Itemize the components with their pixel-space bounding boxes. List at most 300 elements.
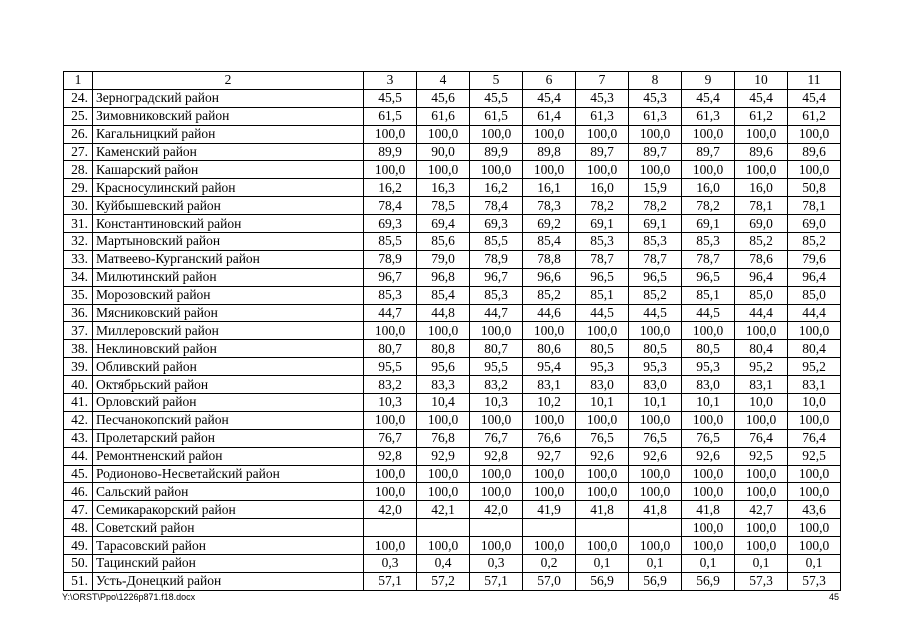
value-cell: 45,4 bbox=[735, 89, 788, 107]
table-row bbox=[64, 179, 841, 197]
value-cell: 100,0 bbox=[682, 483, 735, 501]
value-cell: 100,0 bbox=[523, 483, 576, 501]
table-row bbox=[64, 429, 841, 447]
value-cell: 89,9 bbox=[470, 143, 523, 161]
value-cell: 85,3 bbox=[682, 233, 735, 251]
value-cell: 85,2 bbox=[788, 233, 841, 251]
district-name-cell: Матвеево-Курганский район bbox=[93, 250, 364, 268]
row-number-cell: 40. bbox=[64, 376, 93, 394]
table-row bbox=[64, 215, 841, 233]
value-cell: 100,0 bbox=[735, 322, 788, 340]
header-cell: 1 bbox=[64, 72, 93, 90]
value-cell: 0,3 bbox=[364, 555, 417, 573]
value-cell: 85,6 bbox=[417, 233, 470, 251]
value-cell: 100,0 bbox=[576, 322, 629, 340]
table-row bbox=[64, 411, 841, 429]
value-cell: 78,1 bbox=[788, 197, 841, 215]
row-number-cell: 45. bbox=[64, 465, 93, 483]
value-cell: 44,7 bbox=[364, 304, 417, 322]
value-cell: 43,6 bbox=[788, 501, 841, 519]
district-name-cell: Куйбышевский район bbox=[93, 197, 364, 215]
value-cell: 100,0 bbox=[470, 125, 523, 143]
value-cell bbox=[470, 519, 523, 537]
value-cell: 61,2 bbox=[788, 107, 841, 125]
value-cell: 80,4 bbox=[735, 340, 788, 358]
value-cell: 95,2 bbox=[788, 358, 841, 376]
value-cell: 80,5 bbox=[682, 340, 735, 358]
value-cell: 10,0 bbox=[735, 394, 788, 412]
value-cell: 79,0 bbox=[417, 250, 470, 268]
value-cell: 78,2 bbox=[629, 197, 682, 215]
value-cell: 16,2 bbox=[364, 179, 417, 197]
row-number-cell: 36. bbox=[64, 304, 93, 322]
value-cell: 100,0 bbox=[682, 519, 735, 537]
header-cell: 3 bbox=[364, 72, 417, 90]
value-cell: 57,3 bbox=[735, 572, 788, 590]
table-row bbox=[64, 143, 841, 161]
row-number-cell: 51. bbox=[64, 572, 93, 590]
value-cell: 83,1 bbox=[735, 376, 788, 394]
value-cell: 45,4 bbox=[682, 89, 735, 107]
table-header-row bbox=[64, 72, 841, 90]
value-cell: 92,8 bbox=[364, 447, 417, 465]
table-row bbox=[64, 286, 841, 304]
value-cell: 42,0 bbox=[364, 501, 417, 519]
value-cell: 100,0 bbox=[576, 483, 629, 501]
value-cell: 95,3 bbox=[629, 358, 682, 376]
value-cell: 100,0 bbox=[788, 465, 841, 483]
value-cell: 45,3 bbox=[629, 89, 682, 107]
value-cell: 76,4 bbox=[788, 429, 841, 447]
value-cell: 42,1 bbox=[417, 501, 470, 519]
value-cell: 0,1 bbox=[576, 555, 629, 573]
value-cell: 10,3 bbox=[364, 394, 417, 412]
district-name-cell: Обливский район bbox=[93, 358, 364, 376]
value-cell: 45,5 bbox=[364, 89, 417, 107]
value-cell: 95,3 bbox=[682, 358, 735, 376]
value-cell: 100,0 bbox=[788, 125, 841, 143]
value-cell: 61,4 bbox=[523, 107, 576, 125]
value-cell: 100,0 bbox=[682, 411, 735, 429]
value-cell: 61,3 bbox=[682, 107, 735, 125]
row-number-cell: 49. bbox=[64, 537, 93, 555]
value-cell: 96,5 bbox=[576, 268, 629, 286]
value-cell: 10,3 bbox=[470, 394, 523, 412]
value-cell: 57,1 bbox=[470, 572, 523, 590]
value-cell bbox=[364, 519, 417, 537]
value-cell: 78,7 bbox=[576, 250, 629, 268]
value-cell: 76,5 bbox=[682, 429, 735, 447]
value-cell bbox=[629, 519, 682, 537]
table-row bbox=[64, 555, 841, 573]
value-cell: 78,7 bbox=[629, 250, 682, 268]
value-cell: 76,4 bbox=[735, 429, 788, 447]
district-name-cell: Каменский район bbox=[93, 143, 364, 161]
value-cell: 100,0 bbox=[788, 483, 841, 501]
value-cell: 78,1 bbox=[735, 197, 788, 215]
value-cell: 69,3 bbox=[470, 215, 523, 233]
table-row bbox=[64, 537, 841, 555]
value-cell: 41,8 bbox=[576, 501, 629, 519]
header-cell: 4 bbox=[417, 72, 470, 90]
value-cell: 85,2 bbox=[629, 286, 682, 304]
value-cell: 100,0 bbox=[629, 161, 682, 179]
value-cell bbox=[523, 519, 576, 537]
value-cell: 96,7 bbox=[470, 268, 523, 286]
value-cell: 85,0 bbox=[735, 286, 788, 304]
row-number-cell: 34. bbox=[64, 268, 93, 286]
table-row bbox=[64, 465, 841, 483]
value-cell: 85,3 bbox=[470, 286, 523, 304]
value-cell: 78,4 bbox=[470, 197, 523, 215]
table-row bbox=[64, 161, 841, 179]
value-cell: 78,5 bbox=[417, 197, 470, 215]
value-cell: 100,0 bbox=[417, 411, 470, 429]
value-cell: 100,0 bbox=[417, 322, 470, 340]
value-cell: 42,0 bbox=[470, 501, 523, 519]
district-name-cell: Родионово-Несветайский район bbox=[93, 465, 364, 483]
value-cell: 83,1 bbox=[788, 376, 841, 394]
district-name-cell: Мартыновский район bbox=[93, 233, 364, 251]
table-row bbox=[64, 322, 841, 340]
value-cell: 78,9 bbox=[470, 250, 523, 268]
value-cell: 44,5 bbox=[629, 304, 682, 322]
page-number: 45 bbox=[829, 592, 840, 602]
table-row bbox=[64, 304, 841, 322]
table-row bbox=[64, 233, 841, 251]
value-cell: 96,5 bbox=[682, 268, 735, 286]
value-cell: 96,4 bbox=[788, 268, 841, 286]
value-cell: 100,0 bbox=[364, 537, 417, 555]
value-cell: 100,0 bbox=[523, 125, 576, 143]
value-cell: 100,0 bbox=[417, 537, 470, 555]
value-cell: 100,0 bbox=[417, 161, 470, 179]
district-name-cell: Ремонтненский район bbox=[93, 447, 364, 465]
row-number-cell: 42. bbox=[64, 411, 93, 429]
data-table bbox=[63, 71, 841, 591]
value-cell: 100,0 bbox=[523, 411, 576, 429]
table-row bbox=[64, 268, 841, 286]
value-cell: 79,6 bbox=[788, 250, 841, 268]
value-cell: 76,8 bbox=[417, 429, 470, 447]
value-cell: 100,0 bbox=[364, 322, 417, 340]
table-row bbox=[64, 250, 841, 268]
district-name-cell: Советский район bbox=[93, 519, 364, 537]
value-cell: 10,2 bbox=[523, 394, 576, 412]
value-cell: 56,9 bbox=[629, 572, 682, 590]
value-cell: 16,3 bbox=[417, 179, 470, 197]
value-cell: 85,4 bbox=[417, 286, 470, 304]
value-cell: 78,9 bbox=[364, 250, 417, 268]
value-cell: 69,0 bbox=[788, 215, 841, 233]
value-cell: 15,9 bbox=[629, 179, 682, 197]
header-cell: 9 bbox=[682, 72, 735, 90]
value-cell: 80,4 bbox=[788, 340, 841, 358]
value-cell: 100,0 bbox=[682, 125, 735, 143]
value-cell: 100,0 bbox=[576, 465, 629, 483]
value-cell: 85,3 bbox=[364, 286, 417, 304]
value-cell: 45,3 bbox=[576, 89, 629, 107]
row-number-cell: 27. bbox=[64, 143, 93, 161]
district-name-cell: Семикаракорский район bbox=[93, 501, 364, 519]
value-cell: 83,3 bbox=[417, 376, 470, 394]
value-cell: 100,0 bbox=[735, 465, 788, 483]
value-cell: 95,4 bbox=[523, 358, 576, 376]
value-cell: 78,2 bbox=[682, 197, 735, 215]
district-name-cell: Милютинский район bbox=[93, 268, 364, 286]
value-cell: 0,4 bbox=[417, 555, 470, 573]
value-cell: 85,3 bbox=[576, 233, 629, 251]
value-cell: 89,7 bbox=[629, 143, 682, 161]
value-cell: 100,0 bbox=[576, 411, 629, 429]
value-cell: 96,7 bbox=[364, 268, 417, 286]
row-number-cell: 47. bbox=[64, 501, 93, 519]
district-name-cell: Константиновский район bbox=[93, 215, 364, 233]
district-name-cell: Неклиновский район bbox=[93, 340, 364, 358]
table-row bbox=[64, 447, 841, 465]
value-cell: 45,5 bbox=[470, 89, 523, 107]
district-name-cell: Песчанокопский район bbox=[93, 411, 364, 429]
value-cell: 0,1 bbox=[629, 555, 682, 573]
value-cell: 90,0 bbox=[417, 143, 470, 161]
district-name-cell: Пролетарский район bbox=[93, 429, 364, 447]
value-cell: 44,4 bbox=[788, 304, 841, 322]
district-name-cell: Зимовниковский район bbox=[93, 107, 364, 125]
header-cell: 11 bbox=[788, 72, 841, 90]
value-cell: 100,0 bbox=[523, 161, 576, 179]
value-cell: 45,6 bbox=[417, 89, 470, 107]
value-cell: 69,0 bbox=[735, 215, 788, 233]
value-cell: 0,3 bbox=[470, 555, 523, 573]
value-cell: 92,9 bbox=[417, 447, 470, 465]
table-row bbox=[64, 107, 841, 125]
value-cell: 95,5 bbox=[364, 358, 417, 376]
table-row bbox=[64, 358, 841, 376]
value-cell: 61,2 bbox=[735, 107, 788, 125]
value-cell: 100,0 bbox=[735, 125, 788, 143]
value-cell: 78,8 bbox=[523, 250, 576, 268]
row-number-cell: 25. bbox=[64, 107, 93, 125]
value-cell: 16,0 bbox=[682, 179, 735, 197]
row-number-cell: 50. bbox=[64, 555, 93, 573]
value-cell: 78,4 bbox=[364, 197, 417, 215]
value-cell: 83,0 bbox=[576, 376, 629, 394]
value-cell: 69,3 bbox=[364, 215, 417, 233]
value-cell: 89,8 bbox=[523, 143, 576, 161]
value-cell: 10,0 bbox=[788, 394, 841, 412]
value-cell: 100,0 bbox=[470, 465, 523, 483]
value-cell: 69,1 bbox=[629, 215, 682, 233]
value-cell: 78,3 bbox=[523, 197, 576, 215]
value-cell: 100,0 bbox=[576, 161, 629, 179]
row-number-cell: 41. bbox=[64, 394, 93, 412]
row-number-cell: 26. bbox=[64, 125, 93, 143]
value-cell: 85,1 bbox=[576, 286, 629, 304]
value-cell: 45,4 bbox=[523, 89, 576, 107]
value-cell: 100,0 bbox=[523, 322, 576, 340]
row-number-cell: 43. bbox=[64, 429, 93, 447]
value-cell: 16,1 bbox=[523, 179, 576, 197]
value-cell: 44,8 bbox=[417, 304, 470, 322]
value-cell: 80,7 bbox=[470, 340, 523, 358]
value-cell: 96,8 bbox=[417, 268, 470, 286]
row-number-cell: 46. bbox=[64, 483, 93, 501]
value-cell: 61,5 bbox=[470, 107, 523, 125]
row-number-cell: 39. bbox=[64, 358, 93, 376]
value-cell: 100,0 bbox=[788, 161, 841, 179]
value-cell: 92,6 bbox=[576, 447, 629, 465]
value-cell: 10,1 bbox=[682, 394, 735, 412]
value-cell: 42,7 bbox=[735, 501, 788, 519]
value-cell: 85,2 bbox=[523, 286, 576, 304]
district-name-cell: Усть-Донецкий район bbox=[93, 572, 364, 590]
value-cell: 100,0 bbox=[788, 537, 841, 555]
district-name-cell: Тацинский район bbox=[93, 555, 364, 573]
value-cell: 85,3 bbox=[629, 233, 682, 251]
value-cell: 78,6 bbox=[735, 250, 788, 268]
table-row bbox=[64, 501, 841, 519]
value-cell: 100,0 bbox=[523, 465, 576, 483]
value-cell: 100,0 bbox=[682, 161, 735, 179]
value-cell: 57,0 bbox=[523, 572, 576, 590]
row-number-cell: 29. bbox=[64, 179, 93, 197]
table-row bbox=[64, 394, 841, 412]
value-cell: 0,1 bbox=[735, 555, 788, 573]
value-cell: 56,9 bbox=[682, 572, 735, 590]
district-name-cell: Кагальницкий район bbox=[93, 125, 364, 143]
row-number-cell: 31. bbox=[64, 215, 93, 233]
value-cell: 80,5 bbox=[576, 340, 629, 358]
value-cell: 10,4 bbox=[417, 394, 470, 412]
value-cell bbox=[576, 519, 629, 537]
value-cell: 100,0 bbox=[629, 483, 682, 501]
footer-file-path: Y:\ORST\Ppo\1226p871.f18.docx bbox=[62, 592, 196, 602]
value-cell: 89,7 bbox=[576, 143, 629, 161]
value-cell: 78,7 bbox=[682, 250, 735, 268]
table-body bbox=[64, 72, 841, 591]
district-name-cell: Тарасовский район bbox=[93, 537, 364, 555]
table-row bbox=[64, 519, 841, 537]
value-cell: 80,7 bbox=[364, 340, 417, 358]
value-cell: 83,1 bbox=[523, 376, 576, 394]
value-cell: 100,0 bbox=[417, 483, 470, 501]
value-cell: 10,1 bbox=[629, 394, 682, 412]
value-cell: 100,0 bbox=[523, 537, 576, 555]
value-cell: 100,0 bbox=[576, 537, 629, 555]
row-number-cell: 35. bbox=[64, 286, 93, 304]
table-row bbox=[64, 572, 841, 590]
row-number-cell: 28. bbox=[64, 161, 93, 179]
value-cell: 80,5 bbox=[629, 340, 682, 358]
value-cell: 85,2 bbox=[735, 233, 788, 251]
value-cell: 76,6 bbox=[523, 429, 576, 447]
header-cell: 2 bbox=[93, 72, 364, 90]
value-cell: 76,7 bbox=[364, 429, 417, 447]
value-cell: 76,5 bbox=[576, 429, 629, 447]
table-row bbox=[64, 376, 841, 394]
value-cell: 100,0 bbox=[364, 125, 417, 143]
value-cell: 100,0 bbox=[417, 465, 470, 483]
district-name-cell: Октябрьский район bbox=[93, 376, 364, 394]
value-cell: 76,5 bbox=[629, 429, 682, 447]
value-cell: 78,2 bbox=[576, 197, 629, 215]
value-cell: 83,2 bbox=[364, 376, 417, 394]
value-cell: 83,0 bbox=[629, 376, 682, 394]
row-number-cell: 48. bbox=[64, 519, 93, 537]
district-name-cell: Миллеровский район bbox=[93, 322, 364, 340]
value-cell: 85,0 bbox=[788, 286, 841, 304]
value-cell: 69,2 bbox=[523, 215, 576, 233]
value-cell: 85,4 bbox=[523, 233, 576, 251]
district-name-cell: Мясниковский район bbox=[93, 304, 364, 322]
value-cell: 0,1 bbox=[788, 555, 841, 573]
value-cell: 100,0 bbox=[364, 483, 417, 501]
value-cell: 85,5 bbox=[470, 233, 523, 251]
district-name-cell: Зерноградский район bbox=[93, 89, 364, 107]
value-cell: 69,1 bbox=[682, 215, 735, 233]
value-cell: 100,0 bbox=[788, 411, 841, 429]
value-cell: 100,0 bbox=[364, 411, 417, 429]
value-cell: 100,0 bbox=[788, 322, 841, 340]
value-cell: 100,0 bbox=[629, 411, 682, 429]
value-cell: 100,0 bbox=[629, 465, 682, 483]
value-cell: 92,7 bbox=[523, 447, 576, 465]
value-cell: 61,6 bbox=[417, 107, 470, 125]
value-cell: 92,5 bbox=[788, 447, 841, 465]
value-cell: 50,8 bbox=[788, 179, 841, 197]
value-cell: 95,2 bbox=[735, 358, 788, 376]
value-cell: 92,6 bbox=[682, 447, 735, 465]
value-cell: 85,5 bbox=[364, 233, 417, 251]
value-cell: 10,1 bbox=[576, 394, 629, 412]
value-cell: 100,0 bbox=[629, 322, 682, 340]
header-cell: 7 bbox=[576, 72, 629, 90]
value-cell: 80,6 bbox=[523, 340, 576, 358]
value-cell: 96,4 bbox=[735, 268, 788, 286]
value-cell: 100,0 bbox=[470, 483, 523, 501]
value-cell: 16,0 bbox=[576, 179, 629, 197]
district-name-cell: Кашарский район bbox=[93, 161, 364, 179]
value-cell: 89,7 bbox=[682, 143, 735, 161]
value-cell: 61,3 bbox=[576, 107, 629, 125]
value-cell: 57,1 bbox=[364, 572, 417, 590]
value-cell: 100,0 bbox=[576, 125, 629, 143]
value-cell: 100,0 bbox=[470, 161, 523, 179]
header-cell: 6 bbox=[523, 72, 576, 90]
row-number-cell: 44. bbox=[64, 447, 93, 465]
value-cell: 61,3 bbox=[629, 107, 682, 125]
value-cell: 69,4 bbox=[417, 215, 470, 233]
header-cell: 5 bbox=[470, 72, 523, 90]
value-cell: 100,0 bbox=[788, 519, 841, 537]
value-cell: 0,1 bbox=[682, 555, 735, 573]
value-cell: 45,4 bbox=[788, 89, 841, 107]
value-cell: 95,3 bbox=[576, 358, 629, 376]
value-cell: 100,0 bbox=[735, 483, 788, 501]
district-name-cell: Морозовский район bbox=[93, 286, 364, 304]
value-cell: 100,0 bbox=[470, 537, 523, 555]
row-number-cell: 33. bbox=[64, 250, 93, 268]
value-cell: 76,7 bbox=[470, 429, 523, 447]
value-cell: 96,6 bbox=[523, 268, 576, 286]
value-cell: 41,8 bbox=[682, 501, 735, 519]
value-cell: 89,9 bbox=[364, 143, 417, 161]
value-cell: 41,9 bbox=[523, 501, 576, 519]
table-row bbox=[64, 340, 841, 358]
value-cell: 85,1 bbox=[682, 286, 735, 304]
value-cell: 92,6 bbox=[629, 447, 682, 465]
value-cell: 100,0 bbox=[735, 161, 788, 179]
